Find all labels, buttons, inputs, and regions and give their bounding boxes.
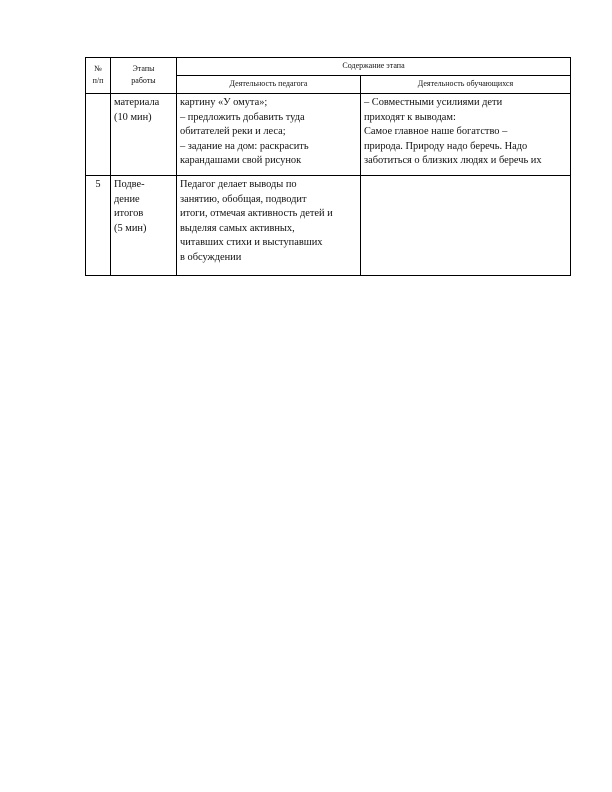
- row-stage: Подве- дение итогов (5 мин): [111, 176, 177, 276]
- table-row: [86, 94, 571, 176]
- header-student-activity: Деятельность обучающихся: [361, 76, 571, 94]
- row-student-activity: [361, 176, 571, 276]
- row-student-activity: – Совместными усилиями дети приходят к выводам: Самое главное наше богатство – природа. Природу надо беречь. Надо заботиться о близких людях и беречь их: [361, 94, 571, 176]
- row-number: [86, 94, 111, 176]
- row-teacher-activity: картину «У омута»; – предложить добавить туда обитателей реки и леса; – задание на дом: раскрасить карандашами свой рисунок: [177, 94, 361, 176]
- header-number: № п/п: [86, 58, 111, 94]
- row-stage: материала (10 мин): [111, 94, 177, 176]
- header-content: Содержание этапа: [177, 58, 571, 76]
- row-teacher-activity: Педагог делает выводы по занятию, обобщая, подводит итоги, отмечая активность детей и выделяя самых активных, читавших стихи и выступавших в обсуждении: [177, 176, 361, 276]
- row-number: 5: [86, 176, 111, 276]
- lesson-plan-table: [85, 57, 571, 276]
- header-stages: Этапы работы: [111, 58, 177, 94]
- table-row: [86, 176, 571, 276]
- table-header-row: [86, 58, 571, 76]
- header-teacher-activity: Деятельность педагога: [177, 76, 361, 94]
